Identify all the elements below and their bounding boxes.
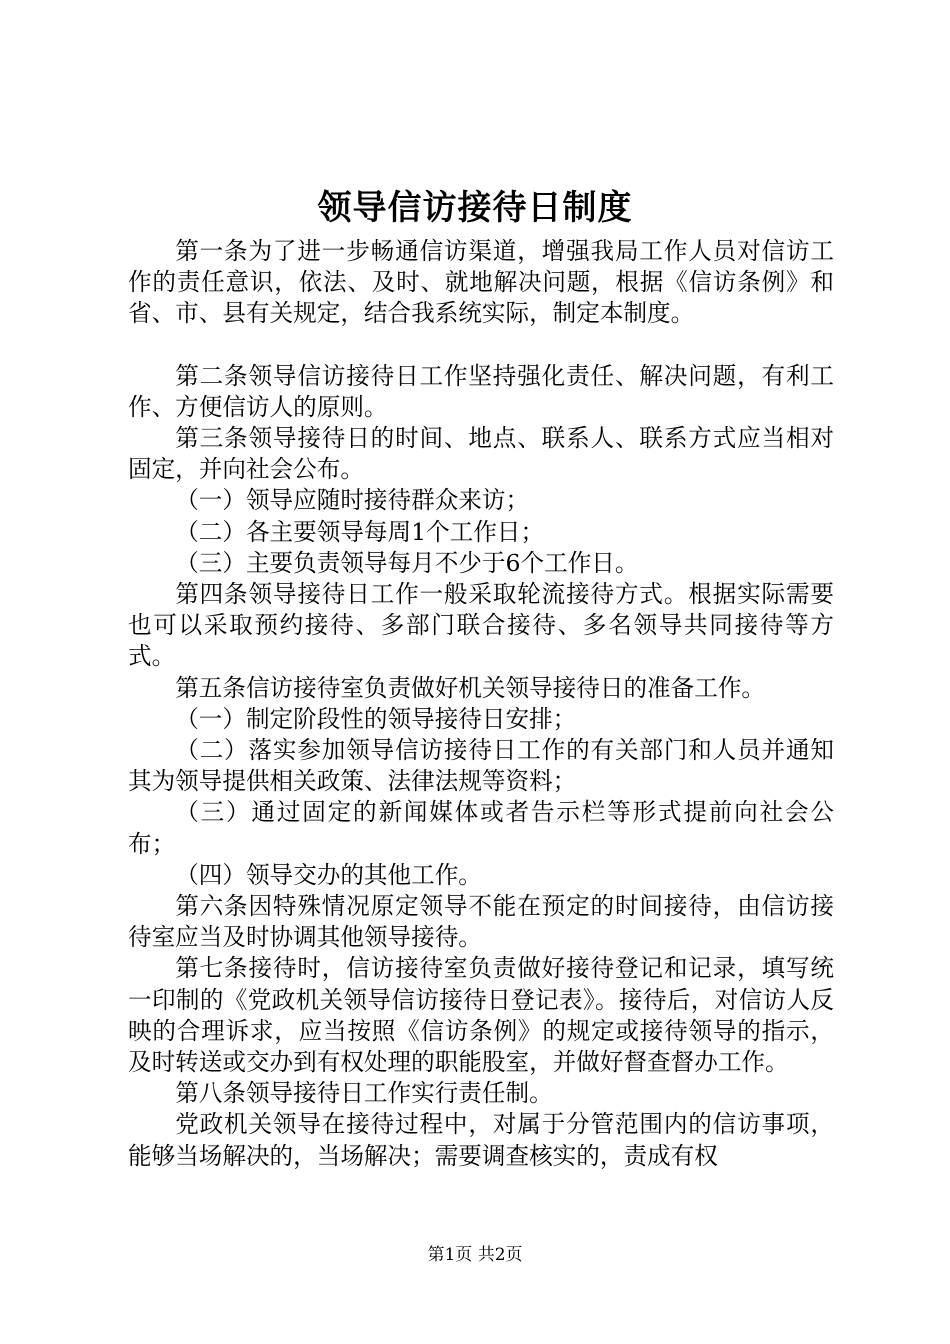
paragraph-article-3-item-1: （一）领导应随时接待群众来访； <box>175 486 530 515</box>
page-footer: 第1页 共2页 <box>427 1245 523 1265</box>
paragraph-article-8-detail: 党政机关领导在接待过程中，对属于分管范围内的信访事项，能够当场解决的，当场解决；需要调查核实的，责成有权 <box>128 1110 834 1170</box>
paragraph-article-3: 第三条领导接待日的时间、地点、联系人、联系方式应当相对固定，并向社会公布。 <box>128 424 834 484</box>
paragraph-article-2: 第二条领导信访接待日工作坚持强化责任、解决问题，有利工作、方便信访人的原则。 <box>128 361 834 421</box>
paragraph-article-6: 第六条因特殊情况原定领导不能在预定的时间接待，由信访接待室应当及时协调其他领导接待。 <box>128 892 834 952</box>
paragraph-article-3-item-3: （三）主要负责领导每月不少于6个工作日。 <box>175 548 639 577</box>
paragraph-article-5: 第五条信访接待室负责做好机关领导接待日的准备工作。 <box>175 673 766 702</box>
paragraph-article-1: 第一条为了进一步畅通信访渠道，增强我局工作人员对信访工作的责任意识，依法、及时、就地解决问题，根据《信访条例》和省、市、县有关规定，结合我系统实际，制定本制度。 <box>128 237 834 328</box>
document-body <box>128 236 834 1172</box>
paragraph-article-8: 第八条领导接待日工作实行责任制。 <box>175 1079 553 1108</box>
paragraph-article-7: 第七条接待时，信访接待室负责做好接待登记和记录，填写统一印制的《党政机关领导信访接待日登记表》。接待后，对信访人反映的合理诉求，应当按照《信访条例》的规定或接待领导的指示，及时转送或交办到有权处理的职能股室，并做好督查督办工作。 <box>128 954 834 1077</box>
paragraph-article-5-item-2: （二）落实参加领导信访接待日工作的有关部门和人员并通知其为领导提供相关政策、法律法规等资料； <box>128 736 834 796</box>
paragraph-article-5-item-1: （一）制定阶段性的领导接待日安排； <box>175 704 577 733</box>
document-title: 领导信访接待日制度 <box>317 188 633 228</box>
paragraph-article-5-item-4: （四）领导交办的其他工作。 <box>175 860 482 889</box>
paragraph-article-4: 第四条领导接待日工作一般采取轮流接待方式。根据实际需要也可以采取预约接待、多部门联合接待、多名领导共同接待等方式。 <box>128 580 834 671</box>
paragraph-article-3-item-2: （二）各主要领导每周1个工作日； <box>175 517 545 546</box>
paragraph-article-5-item-3: （三）通过固定的新闻媒体或者告示栏等形式提前向社会公布； <box>128 798 834 858</box>
